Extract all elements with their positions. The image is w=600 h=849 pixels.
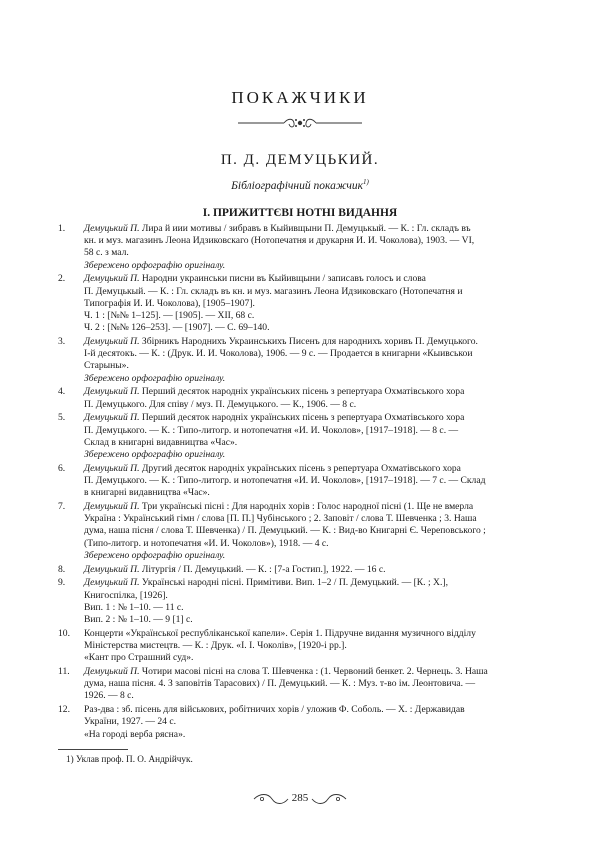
entry-text: П. Демуцького. — К. : Типо-литогр. и нотопечатня «И. И. Чоколов», [1917–1918]. — 8 с. —	[84, 424, 459, 436]
entry-number: 3.	[58, 336, 66, 348]
entry-line	[84, 322, 552, 334]
bibliography-list	[58, 223, 552, 742]
subtitle	[0, 178, 600, 192]
entry-text: Склад в книгарні видавництва «Час».	[84, 436, 238, 448]
entry-text: І-й десятокъ. — К. : (Друк. И. И. Чоколова), 1906. — 9 с. — Продается в книгарни «Кыивськои	[84, 348, 473, 360]
entry-line	[84, 310, 552, 322]
entry-number: 8.	[58, 563, 66, 575]
list-item	[58, 223, 552, 272]
entry-line	[84, 716, 552, 728]
entry-text: 1926. — 8 с.	[84, 690, 134, 702]
entry-text: Ч. 2 : [№№ 126–253]. — [1907]. — С. 69–140.	[84, 322, 270, 334]
entry-text: Міністерства мистецтв. — К. : Друк. «І. І. Чоколів», [1920-і рр.].	[84, 640, 347, 652]
entry-number: 2.	[58, 273, 66, 285]
list-item	[58, 463, 552, 500]
entry-line	[84, 373, 552, 385]
entry-number: 5.	[58, 412, 66, 424]
entry-text: Перший десяток народніх українських пісень з репертуара Охматівського хора	[139, 412, 465, 424]
entry-italic-text: Демуцький П.	[84, 412, 140, 424]
entry-line	[84, 590, 552, 602]
entry-line	[84, 298, 552, 310]
entry-number: 9.	[58, 577, 66, 589]
subtitle-text: Бібліографічний покажчик	[231, 179, 363, 192]
list-item	[58, 412, 552, 461]
entry-line	[84, 652, 552, 664]
list-item	[58, 577, 552, 626]
entry-line	[84, 501, 552, 513]
entry-line	[84, 360, 552, 372]
entry-italic-text: Демуцький П.	[84, 577, 140, 589]
entry-number: 11.	[58, 666, 70, 678]
entry-line	[84, 286, 552, 298]
entry-line	[84, 538, 552, 550]
entry-text: Лира й иии мотивы / зибравъ в Кыйивщыни П. Демуцькый. — К. : Гл. складъ въ	[139, 223, 471, 234]
entry-text: Книгоспілка, [1926].	[84, 589, 168, 601]
list-item	[58, 501, 552, 562]
footnote-divider	[58, 749, 128, 750]
entry-line	[84, 577, 552, 589]
section-heading: І. ПРИЖИТТЄВІ НОТНІ ВИДАННЯ	[202, 207, 398, 219]
entry-text: П. Демуцького. — К. : Типо-литогр. и нотопечатня «И. И. Чоколов», [1917–1918]. — 7 с. — Склад	[84, 475, 486, 487]
list-item	[58, 273, 552, 334]
entry-text: «На городі верба рясна».	[84, 728, 186, 740]
entry-italic-text: Збережено орфографію оригіналу.	[84, 449, 226, 461]
entry-text: Старыны».	[84, 360, 129, 372]
entry-text: Концерти «Української республіканської капели». Серія 1. Підручне видання музичного відділу	[84, 627, 476, 639]
entry-line	[84, 260, 552, 272]
entry-line	[84, 223, 552, 235]
entry-line	[84, 348, 552, 360]
entry-text: 58 с. з мал.	[84, 247, 129, 259]
entry-text: Другий десяток народніх українських пісень з репертуара Охматівського хора	[139, 462, 461, 474]
entry-text: Три українські пісні : Для народніх хорів : Голос народної пісні (1. Ще не вмерла	[139, 501, 474, 513]
entry-italic-text: Збережено орфографію оригіналу.	[84, 372, 226, 384]
list-item	[58, 628, 552, 665]
entry-number: 7.	[58, 501, 66, 513]
entry-italic-text: Демуцький П.	[84, 666, 140, 678]
entry-italic-text: Демуцький П.	[84, 336, 140, 348]
page-number-area	[0, 790, 600, 808]
entry-number: 1.	[58, 223, 66, 234]
entry-text: П. Демуцькый. — К. : Гл. складъ въ кн. и муз. магазинъ Леона Идзиковскаго (Нотопечатня и	[84, 285, 463, 297]
entry-italic-text: Демуцький П.	[84, 223, 140, 234]
entry-text: в книгарні видавництва «Час».	[84, 487, 210, 499]
entry-line	[84, 463, 552, 475]
author-heading: П. Д. ДЕМУЦЬКИЙ.	[220, 152, 380, 168]
entry-number: 12.	[58, 704, 70, 716]
entry-text: Чотири масові пісні на слова Т. Шевченка : (1. Червоний бенкет. 2. Чернець. 3. Наша	[139, 666, 488, 678]
entry-italic-text: Демуцький П.	[84, 462, 140, 474]
entry-line	[84, 399, 552, 411]
entry-line	[84, 666, 552, 678]
entry-text: дума, наша пісня / слова Т. Шевченка) / П. Демуцький. — К. : Вид-во Книгарні Є. Череповського ;	[84, 525, 486, 537]
entry-line	[84, 487, 552, 499]
entry-line	[84, 614, 552, 626]
entry-text: Вип. 1 : № 1–10. — 11 с.	[84, 601, 184, 613]
entry-line	[84, 704, 552, 716]
list-item	[58, 336, 552, 385]
entry-line	[84, 729, 552, 741]
entry-text: Раз-два : зб. пісень для військових, робітничих хорів / уложив Ф. Соболь. — Х. : Державидав	[84, 704, 465, 716]
entry-line	[84, 690, 552, 702]
entry-text: Літургія / П. Демуцький. — К. : [7-а Гостип.], 1922. — 16 с.	[139, 563, 386, 575]
entry-text: Збірникъ Народнихъ Украинськихъ Писенъ для народнихъ хоривъ П. Демуцького.	[139, 336, 478, 348]
entry-line	[84, 550, 552, 562]
entry-text: Вип. 2 : № 1–10. — 9 [1] с.	[84, 614, 193, 626]
entry-text: Типографія И. И. Чоколова), [1905–1907].	[84, 297, 255, 309]
entry-text: України, 1927. — 24 с.	[84, 716, 177, 728]
entry-line	[84, 564, 552, 576]
page-number: 285	[291, 792, 309, 804]
footnote-mark: 1)	[363, 178, 369, 186]
list-item	[58, 704, 552, 741]
entry-line	[84, 678, 552, 690]
entry-text: (Типо-литогр. и нотопечатня «И. И. Чоколов»), 1918. — 4 с.	[84, 537, 329, 549]
entry-italic-text: Збережено орфографію оригіналу.	[84, 549, 226, 561]
entry-italic-text: Збережено орфографію оригіналу.	[84, 259, 226, 271]
entry-number: 10.	[58, 627, 70, 639]
ornament-divider-icon	[236, 116, 364, 130]
entry-line	[84, 425, 552, 437]
entry-line	[84, 475, 552, 487]
footnote: 1) Уклав проф. П. О. Андрійчук.	[66, 754, 193, 764]
entry-text: «Кант про Страшний суд».	[84, 652, 194, 664]
entry-italic-text: Демуцький П.	[84, 273, 140, 285]
entry-line	[84, 247, 552, 259]
list-item	[58, 386, 552, 410]
entry-line	[84, 412, 552, 424]
list-item	[58, 666, 552, 703]
entry-line	[84, 386, 552, 398]
entry-line	[84, 525, 552, 537]
entry-italic-text: Демуцький П.	[84, 386, 140, 398]
entry-number: 4.	[58, 386, 66, 398]
entry-line	[84, 602, 552, 614]
section-title: ПОКАЖЧИКИ	[231, 88, 369, 107]
entry-text: дума, наша пісня. 4. З заповітів Тарасових) / П. Демуцький. — К. : Муз. т-во ім. Леонтовича. —	[84, 678, 476, 690]
entry-text: П. Демуцького. Для співу / муз. П. Демуцького. — К., 1906. — 8 с.	[84, 398, 357, 410]
entry-line	[84, 437, 552, 449]
entry-line	[84, 513, 552, 525]
entry-text: кн. и муз. магазинъ Леона Идзиковскаго (Нотопечатня и друкарня И. И. Чоколова), 1903. — VI,	[84, 235, 475, 247]
entry-number: 6.	[58, 462, 66, 474]
entry-text: Народни украинськи писни въ Кыйивщыни / записавъ голосъ и слова	[139, 273, 426, 285]
entry-italic-text: Демуцький П.	[84, 563, 140, 575]
entry-line	[84, 449, 552, 461]
entry-text: Ч. 1 : [№№ 1–125]. — [1905]. — XII, 68 с.	[84, 310, 255, 322]
entry-line	[84, 628, 552, 640]
list-item	[58, 564, 552, 576]
entry-line	[84, 336, 552, 348]
entry-line	[84, 235, 552, 247]
entry-text: Українські народні пісні. Примітиви. Вип. 1–2 / П. Демуцький. — [К. ; Х.],	[139, 577, 448, 589]
entry-line	[84, 640, 552, 652]
entry-italic-text: Демуцький П.	[84, 501, 140, 513]
entry-line	[84, 273, 552, 285]
entry-text: Україна : Український гімн / слова [П. П.] Чубінського ; 2. Заповіт / слова Т. Шевченка ; 3. Наша	[84, 513, 477, 525]
entry-text: Перший десяток народніх українських пісень з репертуара Охматівського хора	[139, 386, 465, 398]
